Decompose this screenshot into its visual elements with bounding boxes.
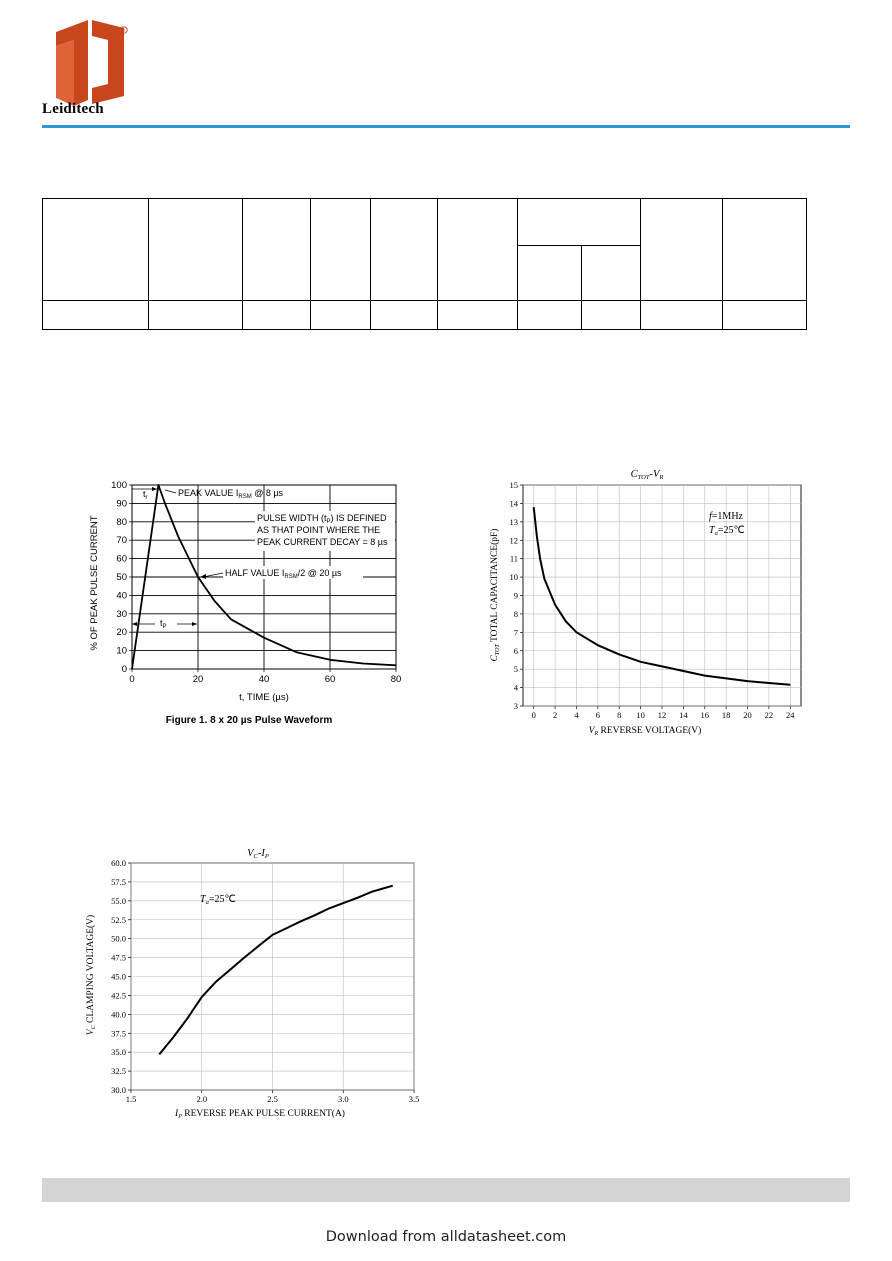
pulse-caption: Figure 1. 8 x 20 µs Pulse Waveform — [165, 715, 333, 726]
x-tick-label: 20 — [743, 710, 752, 720]
y-tick-label: 14 — [509, 498, 518, 509]
table-cell — [311, 301, 371, 330]
footer-bar — [42, 1178, 850, 1202]
y-tick-label: 5 — [513, 664, 518, 675]
y-tick-label: 80 — [116, 516, 127, 528]
clamping-ylabel: $V_C$ CLAMPING VOLTAGE(V) — [86, 914, 97, 1036]
x-tick-label: 60 — [324, 674, 336, 685]
table-cell — [438, 301, 518, 330]
pulse-width-note-line1: PULSE WIDTH $(t_P)$ IS DEFINED — [257, 513, 387, 525]
y-tick-label: 3 — [513, 701, 518, 711]
table-subheader-cell — [582, 246, 641, 301]
x-tick-label: 22 — [764, 710, 774, 720]
table-cell — [371, 301, 438, 330]
x-tick-label: 3.5 — [408, 1094, 420, 1104]
y-tick-label: 11 — [509, 553, 518, 564]
table-header-cell — [149, 199, 243, 301]
tp-label: $t_P$ — [160, 618, 167, 630]
y-tick-label: 60.0 — [111, 858, 126, 868]
y-tick-label: 45.0 — [111, 971, 126, 982]
y-tick-label: 47.5 — [111, 952, 126, 963]
clamping-voltage-chart — [80, 840, 425, 1125]
table-header-cell — [723, 199, 807, 301]
x-tick-label: 2.5 — [267, 1094, 278, 1104]
y-tick-label: 30 — [116, 608, 127, 620]
x-tick-label: 6 — [595, 710, 600, 720]
x-tick-label: 14 — [679, 710, 688, 720]
x-tick-label: 24 — [786, 710, 795, 720]
y-tick-label: 8 — [513, 608, 518, 619]
x-tick-label: 1.5 — [125, 1094, 137, 1104]
y-tick-label: 60 — [116, 553, 127, 565]
brand-name: Leiditech — [42, 101, 104, 117]
header-rule — [42, 125, 850, 128]
y-tick-label: 9 — [513, 590, 518, 601]
pulse-width-note-line2: AS THAT POINT WHERE THE — [257, 525, 381, 535]
y-tick-label: 13 — [509, 516, 518, 527]
download-source-text: Download from alldatasheet.com — [325, 1229, 567, 1245]
y-tick-label: 35.0 — [111, 1047, 126, 1058]
x-tick-label: 3.0 — [337, 1094, 349, 1104]
capacitance-chart — [485, 465, 805, 740]
y-tick-label: 6 — [513, 645, 518, 656]
x-tick-label: 10 — [636, 710, 645, 720]
peak-value-label: PEAK VALUE $I_{RSM}$ @ 8 µs — [178, 488, 284, 500]
x-tick-label: 80 — [390, 674, 402, 685]
table-subheader-cell — [518, 246, 582, 301]
y-tick-label: 12 — [509, 535, 518, 546]
capacitance-xlabel: $V_R$ REVERSE VOLTAGE(V) — [588, 726, 702, 737]
table-cell — [243, 301, 311, 330]
spec-table — [42, 198, 807, 330]
x-tick-label: 16 — [700, 710, 710, 720]
x-tick-label: 40 — [258, 674, 270, 685]
table-cell — [518, 301, 582, 330]
y-tick-label: 30.0 — [111, 1085, 126, 1095]
y-tick-label: 40.0 — [111, 1009, 126, 1020]
x-tick-label: 2.0 — [196, 1094, 208, 1104]
y-tick-label: 42.5 — [111, 990, 126, 1001]
table-header-cell — [243, 199, 311, 301]
clamping-temp-note: $T_a=25℃$ — [200, 894, 236, 906]
y-tick-label: 32.5 — [111, 1066, 126, 1077]
data-curve — [159, 886, 392, 1055]
x-tick-label: 0 — [531, 710, 536, 720]
y-tick-label: 70 — [116, 535, 127, 547]
x-tick-label: 4 — [574, 710, 579, 720]
pulse-ylabel: % OF PEAK PULSE CURRENT — [89, 515, 100, 651]
x-tick-label: 2 — [552, 710, 558, 720]
clamping-title: VC-IP — [247, 848, 269, 860]
y-tick-label: 4 — [513, 682, 518, 693]
table-header-cell — [371, 199, 438, 301]
table-cell — [723, 301, 807, 330]
y-tick-label: 10 — [509, 572, 518, 583]
y-tick-label: 55.0 — [111, 895, 126, 906]
x-tick-label: 20 — [192, 674, 204, 685]
y-tick-label: 20 — [116, 627, 127, 639]
y-tick-label: 15 — [509, 480, 518, 490]
table-header-cell — [641, 199, 723, 301]
capacitance-ylabel: $C_{TOT}$ TOTAL CAPACITANCE(pF) — [490, 528, 501, 662]
y-tick-label: 7 — [513, 627, 518, 638]
table-header-cell — [43, 199, 149, 301]
x-tick-label: 0 — [129, 674, 135, 685]
table-header-cell — [438, 199, 518, 301]
y-tick-label: 52.5 — [111, 914, 126, 925]
table-header-cell — [311, 199, 371, 301]
capacitance-freq-note: f=1MHz — [709, 511, 743, 522]
pulse-waveform-chart — [85, 473, 415, 733]
clamping-xlabel: $I_P$ REVERSE PEAK PULSE CURRENT(A) — [175, 1109, 345, 1120]
capacitance-temp-note: $T_a=25℃$ — [709, 525, 745, 537]
tr-label: $t_r$ — [143, 489, 148, 501]
pulse-xlabel: t, TIME (µs) — [239, 692, 289, 703]
table-row — [43, 301, 807, 330]
y-tick-label: 50 — [116, 572, 127, 583]
y-tick-label: 40 — [116, 590, 127, 602]
table-cell — [582, 301, 641, 330]
table-cell — [641, 301, 723, 330]
pulse-width-note-line3: PEAK CURRENT DECAY = 8 µs — [257, 537, 388, 547]
table-cell — [149, 301, 243, 330]
x-tick-label: 18 — [721, 710, 731, 720]
table-cell — [43, 301, 149, 330]
capacitance-title: CTOT-VR — [630, 469, 664, 481]
y-tick-label: 57.5 — [111, 876, 126, 887]
y-tick-label: 0 — [121, 664, 127, 675]
table-header-cell — [518, 199, 641, 246]
half-value-label: HALF VALUE $I_{RSM}/2$ @ 20 µs — [225, 568, 342, 580]
y-tick-label: 90 — [116, 498, 127, 510]
registered-mark: ® — [122, 28, 126, 33]
y-tick-label: 50.0 — [111, 933, 126, 944]
y-tick-label: 10 — [116, 645, 127, 657]
x-tick-label: 8 — [617, 710, 622, 720]
y-tick-label: 37.5 — [111, 1028, 126, 1039]
y-tick-label: 100 — [111, 480, 127, 491]
x-tick-label: 12 — [657, 710, 667, 720]
